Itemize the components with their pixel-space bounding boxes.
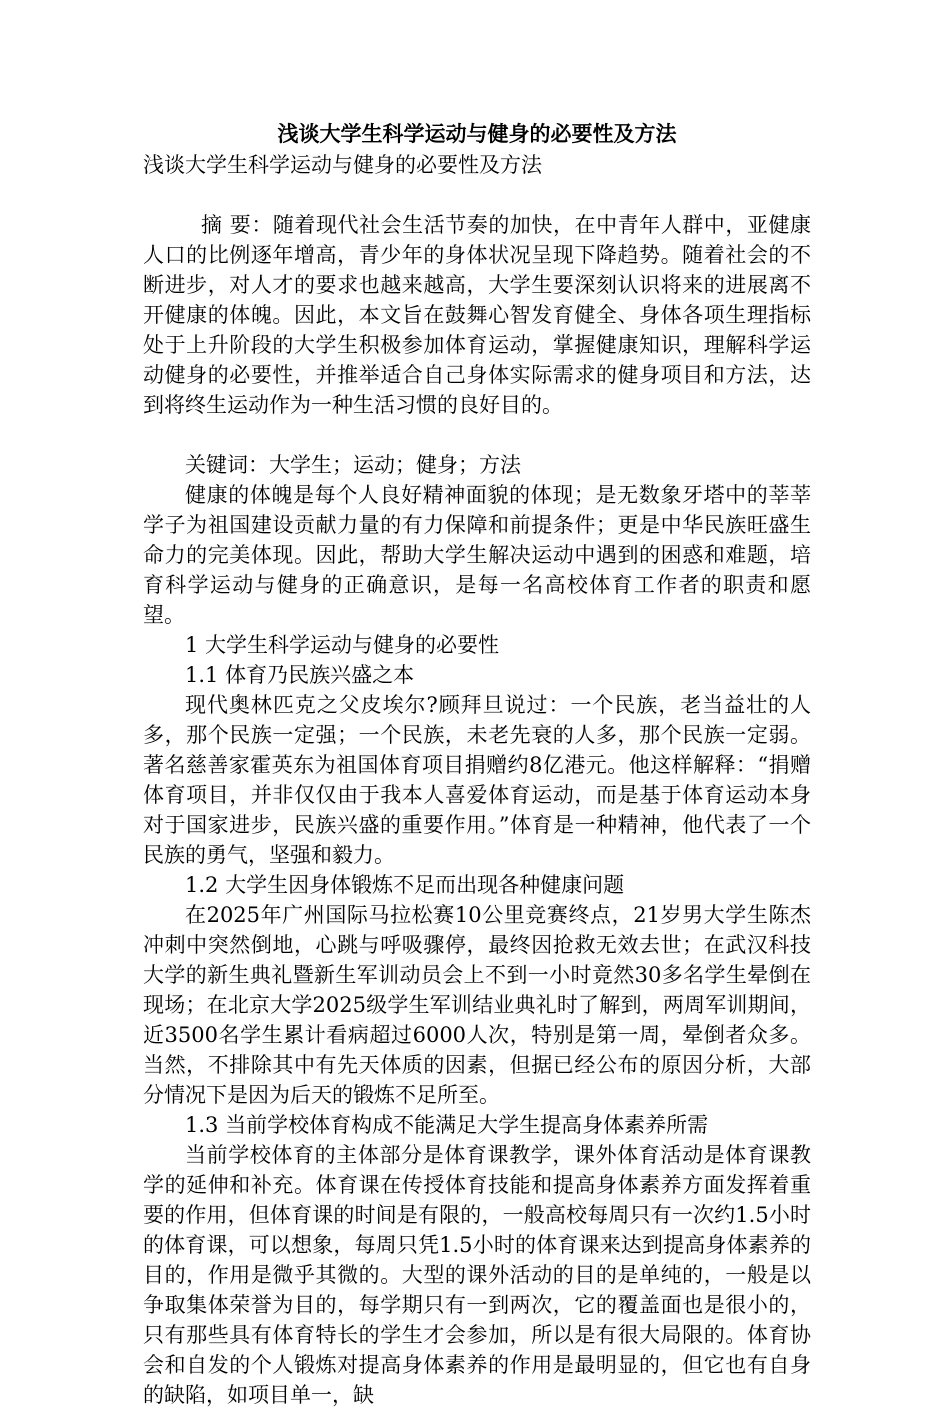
- section-1-1-paragraph: 现代奥林匹克之父皮埃尔?顾拜旦说过：一个民族，老当益壮的人多，那个民族一定强；一个民族，未老先衰的人多，那个民族一定弱。著名慈善家霍英东为祖国体育项目捐赠约8亿港元。他这样解释：“捐赠体育项目，并非仅仅由于我本人喜爱体育运动，而是基于体育运动本身对于国家进步，民族兴盛的重要作用。”体育是一种精神，他代表了一个民族的勇气，坚强和毅力。: [143, 693, 811, 867]
- section-1-2-heading: 1.2 大学生因身体锻炼不足而出现各种健康问题: [185, 873, 625, 897]
- document-subtitle: 浅谈大学生科学运动与健身的必要性及方法: [143, 153, 542, 177]
- keywords-line: 关键词：大学生；运动；健身；方法: [185, 453, 521, 477]
- section-1-2-paragraph: 在2025年广州国际马拉松赛10公里竞赛终点，21岁男大学生陈杰冲刺中突然倒地，心跳与呼吸骤停，最终因抢救无效去世；在武汉科技大学的新生典礼暨新生军训动员会上不到一小时竟然30多名学生晕倒在现场；在北京大学2025级学生军训结业典礼时了解到，两周军训期间，近3500名学生累计看病超过6000人次，特别是第一周，晕倒者众多。当然，不排除其中有先天体质的因素，但据已经公布的原因分析，大部分情况下是因为后天的锻炼不足所至。: [143, 903, 811, 1107]
- intro-paragraph: 健康的体魄是每个人良好精神面貌的体现；是无数象牙塔中的莘莘学子为祖国建设贡献力量的有力保障和前提条件；更是中华民族旺盛生命力的完美体现。因此，帮助大学生解决运动中遇到的困惑和难题，培育科学运动与健身的正确意识，是每一名高校体育工作者的职责和愿望。: [143, 483, 811, 627]
- abstract-paragraph: 摘 要：随着现代社会生活节奏的加快，在中青年人群中，亚健康人口的比例逐年增高，青少年的身体状况呈现下降趋势。随着社会的不断进步，对人才的要求也越来越高，大学生要深刻认识将来的进展离不开健康的体魄。因此，本文旨在鼓舞心智发育健全、身体各项生理指标处于上升阶段的大学生积极参加体育运动，掌握健康知识，理解科学运动健身的必要性，并推举适合自己身体实际需求的健身项目和方法，达到将终生运动作为一种生活习惯的良好目的。: [143, 213, 811, 417]
- blank-line: [143, 420, 811, 450]
- blank-line: [143, 180, 811, 210]
- document-title: 浅谈大学生科学运动与健身的必要性及方法: [277, 121, 677, 146]
- section-1-heading: 1 大学生科学运动与健身的必要性: [185, 633, 500, 657]
- section-1-3-paragraph: 当前学校体育的主体部分是体育课教学，课外体育活动是体育课教学的延伸和补充。体育课在传授体育技能和提高身体素养方面发挥着重要的作用，但体育课的时间是有限的，一般高校每周只有一次约1.5小时的体育课，可以想象，每周只凭1.5小时的体育课来达到提高身体素养的目的，作用是微乎其微的。大型的课外活动的目的是单纯的，一般是以争取集体荣誉为目的，每学期只有一到两次，它的覆盖面也是很小的，只有那些具有体育特长的学生才会参加，所以是有很大局限的。体育协会和自发的个人锻炼对提高身体素养的作用是最明显的，但它也有自身的缺陷，如项目单一，缺: [143, 1143, 811, 1407]
- document-page: [143, 118, 811, 1410]
- section-1-3-heading: 1.3 当前学校体育构成不能满足大学生提高身体素养所需: [185, 1113, 709, 1137]
- section-1-1-heading: 1.1 体育乃民族兴盛之本: [185, 663, 415, 687]
